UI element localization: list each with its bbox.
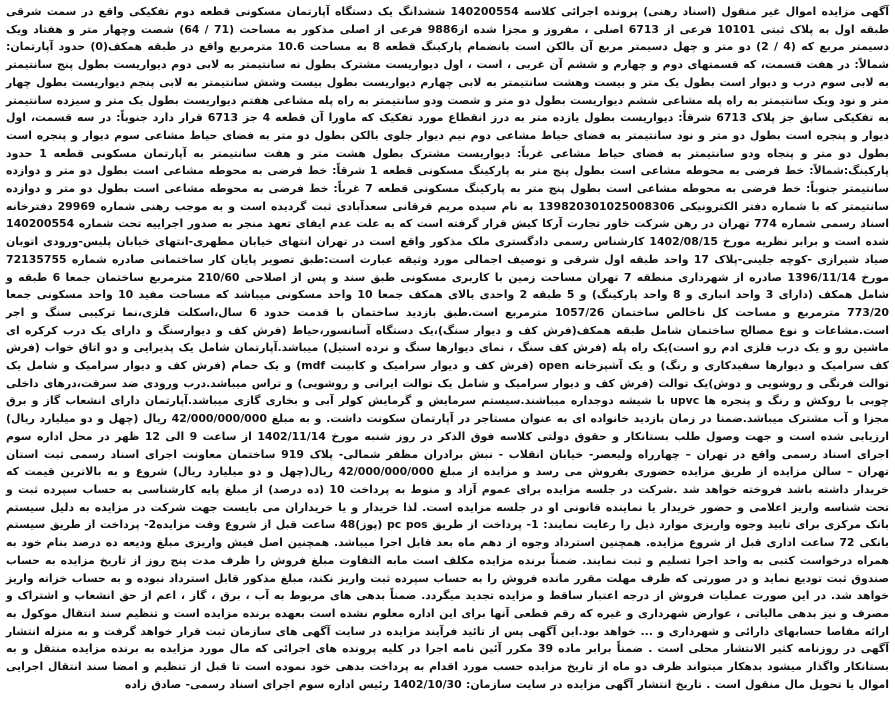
auction-notice-text: آگهی مزایده اموال غیر منقول (اسناد رهنی) پرونده اجرائی کلاسه 140200554 ششدانگ یک دستگاه آپارتمان مسکونی قطعه دوم تفکیکی واقع در سمت شرقی طبقه اول به پلاک ثبتی 10101 فرعی از 6713 اصلی ، مفروز و مجزا شده از9886 فرعی از اصلی مذکور به مساحت (71 / 64) شصت وچهار متر و هفتاد ویک دسیمتر مربع که (4 / 2) دو متر و چهل دسیمتر مربع آن بالکن است بانضمام پارکینگ قطعه 8 به مساحت 10.6 مترمربع واقع در طبقه همکف(0) حدود آپارتمان: شمالاً: در هفت قسمت، که قسمتهای دوم و چهارم و ششم آن غربی ، است ، اول دیواریست مشترک بطول نه سانتیمتر به لابی دوم دیواریست بطول پنج سانتیمتر به لابی سوم درب و دیوار است بطول یک متر و بیست وهشت سانتیمتر به لابی چهارم دیواریست بطول بیست وشش سانتیمتر به لابی پنجم دیواریست بطول چهار متر و نود ویک سانتیمتر به راه پله مشاعی ششم دیواریست بطول دو متر و شصت ودو سانتیمتر به راه پله مشاعی هفتم دیواریست بطول یک متر و سیزده سانتیمتر به تفکیکی سابق جز پلاک 6713 شرقاً: دیواریست بطول یازده متر به درز انقطاع مورد تفکیک که ماورا آن قطعه 4 جز 6713 قرار دارد جنوباً: در سه قسمت، اول دیوار و پنجره است بطول دو متر و نود سانتیمتر به فضای حیاط مشاعی دوم نیم دیوار جلوی بالکن بطول دو متر به فضای حیاط مشاعی سوم دیوار و پنجره است بطول دو متر و پنجاه ودو سانتیمتر به فضای حیاط مشاعی غرباً: دیواریست مشترک بطول هشت متر و هفت سانتیمتر به آپارتمان مسکونی قطعه 1 حدود پارکینگ:شمالاً: خط فرضی به محوطه مشاعی است بطول پنج متر به پارکینگ مسکونی قطعه 1 شرقاً: خط فرضی به محوطه مشاعی است بطول دو متر و دوازده سانتیمتر جنوباً: خط فرضی به محوطه مشاعی است بطول پنج متر به پارکینگ مسکونی قطعه 7 غرباً: خط فرضی به محوطه مشاعی است بطول دو متر و دوازده سانتیمتر که با شماره دفتر الکترونیکی 139820301025008306 به نام سیده مریم قرقانی سعدآبادی ثبت گردیده است و به موجب رهنی شماره 29969 دفترخانه اسناد رسمی شماره 774 تهران در رهن شرکت خاور تجارت آرکا کیش قرار گرفته است که به علت عدم ایفای تعهد منجر به صدور اجراییه تحت شماره 140200554 شده است و برابر نظریه مورخ 1402/08/15 کارشناس رسمی دادگستری ملک مذکور واقع است در تهران انتهای خیابان مطهری-انتهای خیابان پلیس-ورودی اتوبان صیاد شیرازی -کوچه جلینی-پلاک 17 واحد طبقه اول شرقی و توصیف اجمالی مورد وثیقه عبارت است:طبق تصویر پایان کار ساختمانی صادره شماره 72135755 مورخ 1396/11/14 صادره از شهرداری منطقه 7 تهران مساحت زمین با کاربری مسکونی طبق سند و پس از اصلاحی 210/60 مترمربع ساختمان جمعا 6 طبقه و شامل همکف (دارای 3 واحد انباری و 8 واحد پارکینگ) و 5 طبقه 2 واحدی بالای همکف جمعا 10 واحد مسکونی میباشد که مساحت مفید 10 واحد مسکونی جمعا 773/20 مترمربع و مساحت کل ناخالص ساختمان 1057/26 مترمربع است.طبق بازدید ساختمان با قدمت حدود 6 سال،اسکلت فلزی،نما ترکیبی سنگ و اجر است.مشاعات و نوع مصالح ساختمان شامل طبقه همکف(فرش کف و دیوار سنگ)،یک دستگاه آسانسور،حیاط (فرش کف و دیوارسنگ و دارای یک درب کرکره ای ماشین رو و یک درب فلزی ادم رو است)یک راه پله (فرش کف سنگ ، نمای دیوارها سنگ و نرده استیل) میباشد.آپارتمان شامل یک پذیرایی و دو اتاق خواب (فرش کف سرامیک و دیوارها سفیدکاری و رنگ) و یک آشپزخانه open (فرش کف و دیوار سرامیک و کابینت mdf) و یک حمام (فرش کف و دیوار سرامیک و شامل یک توالت فرنگی و روشویی و دوش)یک توالت (فرش کف و دیوار سرامیک و شامل یک توالت ایرانی و روشویی) و تراس میباشد.درب ورودی ضد سرقت،درهای داخلی چوبی با روکش و رنگ و پنجره ها upvc با شیشه دوجداره میباشند.سیستم سرمایش و گرمایش کولر آبی و بخاری گازی میباشد.آپارتمان دارای انشعاب گاز و برق مجزا و آب مشترک میباشد.ضمنا در زمان بازدید خانواده ای به عنوان مستاجر در آپارتمان سکونت داشت. و به مبلغ 42/000/000/000 ریال (چهل و دو میلیارد ریال) ارزیابی شده است و جهت وصول طلب بستانکار و حقوق دولتی کلاسه فوق الذکر در روز شنبه مورخ 1402/11/14 از ساعت 9 الی 12 ظهر در محل اداره سوم اجرای اسناد رسمی واقع در تهران – چهارراه ولیعصر- خیابان انقلاب - نبش برادران مظفر شمالی- پلاک 919 ساختمان معاونت اجرای اسناد رسمی ثبت استان تهران – سالن مزایده از طریق مزایده حضوری بفروش می رسد و مزایده از مبلغ 42/000/000/000 ریال(چهل و دو میلیارد ریال) شروع و به بالاترین قیمت که خریدار داشته باشد فروخته خواهد شد .شرکت در جلسه مزایده برای عموم آزاد و منوط به پرداخت 10 (ده درصد) از مبلغ پایه کارشناسی به حساب سپرده ثبت و تحت شناسه واریز اعلامی و حضور خریدار یا نماینده قانونی او در جلسه مزایده است. لذا خریدار و یا خریداران می بایست جهت شرکت در مزایده به دلیل سیستم بانک مرکزی برای تایید وجوه واریزی موارد ذیل را رعایت نمایند: 1- پرداخت از طریق pc pos (پوز)48 ساعت قبل از شروع وقت مزایده2- پرداخت از طریق سیستم بانکی 72 ساعت اداری قبل از شروع مزایده. همچنین استرداد وجوه از دهم ماه بعد قابل اجرا میباشد. همچنین اصل فیش واریزی مبلغ ودیعه ده درصد بنام خود به همراه درخواست کتبی به واحد اجرا تسلیم و ثبت نمایند. ضمناً برنده مزایده مکلف است مابه التفاوت مبلغ فروش را ظرف مدت پنج روز از تاریخ مزایده به حساب صندوق ثبت تودیع نماید و در صورتی که ظرف مهلت مقرر مانده فروش را به حساب سپرده ثبت واریز نکند، مبلغ مذکور قابل استرداد نبوده و به حساب خزانه واریز خواهد شد. در این صورت عملیات فروش از درجه اعتبار ساقط و مزایده تجدید میگردد. ضمناً بدهی های مربوط به آب ، برق ، گاز ، اعم از حق انشعاب و اشتراک و مصرف و نیز بدهی مالیاتی ، عوارض شهرداری و غیره که رقم قطعی آنها برای این اداره معلوم نشده است بعهده برنده مزایده است و تنظیم سند انتقال موکول به ارائه مفاصا حسابهای دارائی و شهرداری و ... خواهد بود.این آگهی پس از تائید فرآیند مزایده در سایت آگهی های سازمان ثبت قرار خواهد گرفت و به منزله انتشار آگهی در روزنامه کثیر الانتشار محلی است . ضمناً برابر ماده 39 مکرر آئین نامه اجرا در کلیه پرونده های اجرائی که مال مورد مزایده به برنده مزایده منتقل و به بستانکار واگذار میشود بدهکار میتواند ظرف دو ماه از تاریخ مزایده حسب مورد اقدام به پرداخت بدهی خود نموده است تا قبل از تنظیم و امضا سند انتقال اجرایی اموال یا تحویل مال منقول است . تاریخ انتشار آگهی مزایده در سایت سازمان: 1402/10/30 رئیس اداره سوم اجرای اسناد رسمی- صادق زاده: [6, 5, 890, 691]
